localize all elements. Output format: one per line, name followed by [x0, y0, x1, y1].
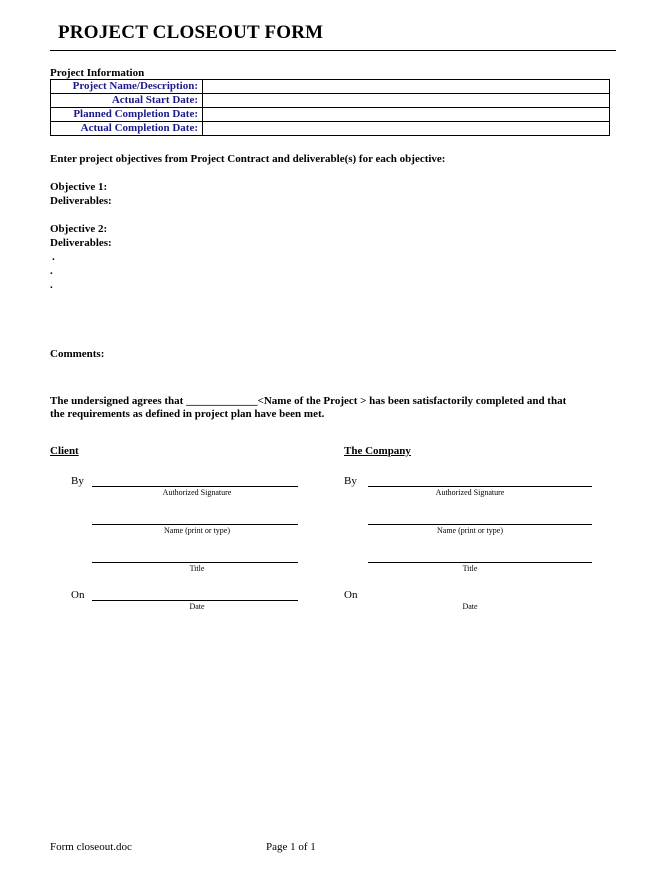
company-title-caption: Title	[462, 564, 478, 573]
company-by-label: By	[344, 475, 357, 487]
comments-label: Comments:	[50, 348, 105, 360]
client-title-caption: Title	[189, 564, 205, 573]
project-info-table	[50, 79, 610, 136]
company-signature-caption: Authorized Signature	[435, 488, 505, 497]
planned-completion-date-field[interactable]	[203, 108, 610, 122]
project-info-heading: Project Information	[50, 67, 145, 79]
table-row	[51, 94, 610, 108]
table-row	[51, 80, 610, 94]
table-row	[51, 122, 610, 136]
footer-page-number: Page 1 of 1	[266, 841, 316, 853]
objectives-instruction: Enter project objectives from Project Contract and deliverable(s) for each objective:	[50, 153, 446, 165]
company-date-caption: Date	[462, 602, 478, 611]
client-date-caption: Date	[189, 602, 205, 611]
actual-completion-date-label: Actual Completion Date:	[51, 122, 203, 136]
project-name-label: Project Name/Description:	[51, 80, 203, 94]
agreement-line-1: The undersigned agrees that _____________<Name of the Project > has been satisfactorily completed and that	[50, 395, 567, 407]
project-name-field[interactable]	[203, 80, 610, 94]
client-signature-line[interactable]	[92, 486, 298, 487]
bullet-2: .	[50, 265, 53, 277]
client-by-label: By	[71, 475, 84, 487]
deliverables-2-label: Deliverables:	[50, 237, 112, 249]
client-heading: Client	[50, 445, 79, 457]
company-heading: The Company	[344, 445, 411, 457]
actual-completion-date-field[interactable]	[203, 122, 610, 136]
client-on-label: On	[71, 589, 85, 601]
company-title-line[interactable]	[368, 562, 592, 563]
bullet-3: .	[50, 279, 53, 291]
actual-start-date-label: Actual Start Date:	[51, 94, 203, 108]
objective-2-label: Objective 2:	[50, 223, 108, 235]
client-signature-caption: Authorized Signature	[162, 488, 232, 497]
agreement-line-2: the requirements as defined in project plan have been met.	[50, 408, 325, 420]
objective-1-label: Objective 1:	[50, 181, 108, 193]
company-name-line[interactable]	[368, 524, 592, 525]
planned-completion-date-label: Planned Completion Date:	[51, 108, 203, 122]
bullet-1: .	[52, 251, 55, 263]
company-signature-line[interactable]	[368, 486, 592, 487]
deliverables-1-label: Deliverables:	[50, 195, 112, 207]
client-title-line[interactable]	[92, 562, 298, 563]
actual-start-date-field[interactable]	[203, 94, 610, 108]
client-name-line[interactable]	[92, 524, 298, 525]
title-divider	[50, 50, 616, 51]
table-row	[51, 108, 610, 122]
company-name-caption: Name (print or type)	[437, 526, 503, 535]
client-name-caption: Name (print or type)	[164, 526, 230, 535]
footer-filename: Form closeout.doc	[50, 841, 132, 853]
company-on-label: On	[344, 589, 358, 601]
form-title: PROJECT CLOSEOUT FORM	[58, 22, 324, 43]
client-date-line[interactable]	[92, 600, 298, 601]
